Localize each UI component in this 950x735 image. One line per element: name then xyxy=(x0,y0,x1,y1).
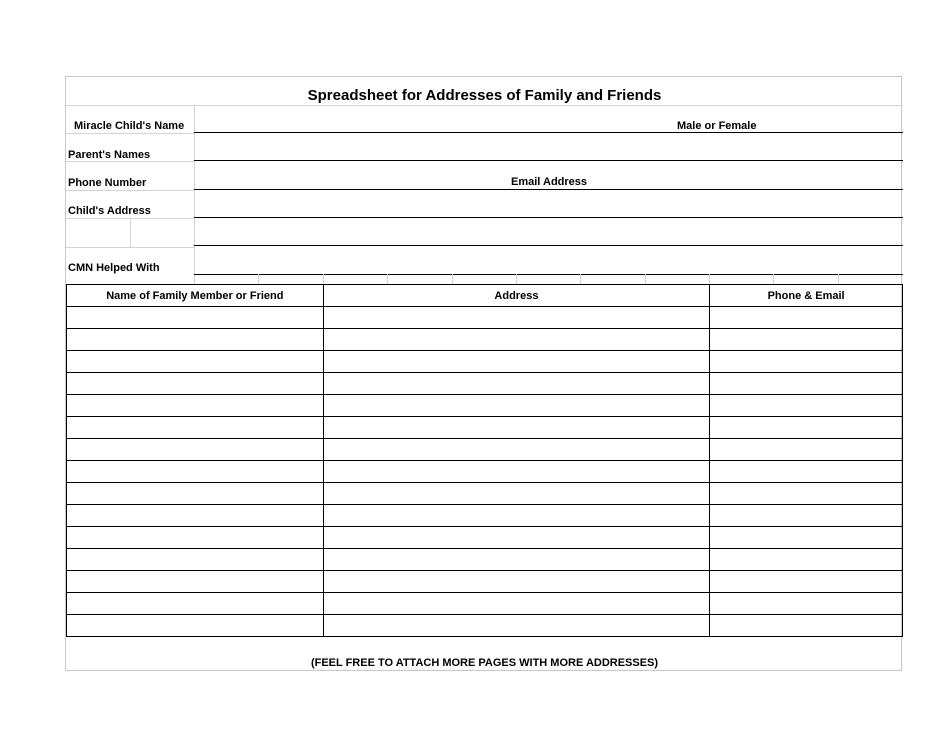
address-cell[interactable] xyxy=(323,395,710,417)
address-cell[interactable] xyxy=(323,593,710,615)
address-cell[interactable] xyxy=(323,373,710,395)
name-cell[interactable] xyxy=(67,439,324,461)
divider xyxy=(387,274,388,284)
address-field-line-2[interactable] xyxy=(194,245,903,246)
name-cell[interactable] xyxy=(67,615,324,637)
divider xyxy=(66,161,194,162)
email-label: Email Address xyxy=(511,176,588,188)
phone-email-cell[interactable] xyxy=(710,615,903,637)
form-title: Spreadsheet for Addresses of Family and Friends xyxy=(307,87,662,104)
table-row xyxy=(67,373,903,395)
phone-email-cell[interactable] xyxy=(710,329,903,351)
address-cell[interactable] xyxy=(323,439,710,461)
cmn-field[interactable] xyxy=(194,274,903,275)
column-header-phone-email: Phone & Email xyxy=(710,285,903,307)
address-cell[interactable] xyxy=(323,307,710,329)
address-label: Child's Address xyxy=(68,205,151,217)
address-cell[interactable] xyxy=(323,461,710,483)
phone-email-cell[interactable] xyxy=(710,505,903,527)
contacts-table xyxy=(66,284,903,637)
parents-field[interactable] xyxy=(194,160,903,161)
gender-label: Male or Female xyxy=(677,120,757,132)
phone-email-cell[interactable] xyxy=(710,373,903,395)
divider xyxy=(323,274,324,284)
table-row xyxy=(67,307,903,329)
divider xyxy=(773,274,774,284)
address-cell[interactable] xyxy=(323,417,710,439)
address-cell[interactable] xyxy=(323,351,710,373)
address-cell[interactable] xyxy=(323,329,710,351)
divider xyxy=(66,133,194,134)
address-cell[interactable] xyxy=(323,483,710,505)
address-cell[interactable] xyxy=(323,571,710,593)
name-cell[interactable] xyxy=(67,417,324,439)
phone-label: Phone Number xyxy=(68,177,147,189)
name-cell[interactable] xyxy=(67,593,324,615)
name-cell[interactable] xyxy=(67,505,324,527)
table-row xyxy=(67,351,903,373)
phone-email-cell[interactable] xyxy=(710,351,903,373)
phone-email-cell[interactable] xyxy=(710,483,903,505)
column-header-name: Name of Family Member or Friend xyxy=(67,285,324,307)
phone-email-cell[interactable] xyxy=(710,461,903,483)
table-row xyxy=(67,505,903,527)
name-cell[interactable] xyxy=(67,527,324,549)
phone-email-cell[interactable] xyxy=(710,549,903,571)
table-row xyxy=(67,395,903,417)
column-header-address: Address xyxy=(323,285,710,307)
name-cell[interactable] xyxy=(67,571,324,593)
form-sheet xyxy=(65,76,902,671)
table-row xyxy=(67,571,903,593)
name-cell[interactable] xyxy=(67,351,324,373)
phone-email-cell[interactable] xyxy=(710,527,903,549)
divider xyxy=(452,274,453,284)
table-row xyxy=(67,549,903,571)
phone-email-cell[interactable] xyxy=(710,439,903,461)
divider xyxy=(258,274,259,284)
divider xyxy=(130,218,131,247)
cmn-label: CMN Helped With xyxy=(68,262,160,274)
phone-email-cell[interactable] xyxy=(710,571,903,593)
table-row xyxy=(67,329,903,351)
name-cell[interactable] xyxy=(67,395,324,417)
name-cell[interactable] xyxy=(67,373,324,395)
divider xyxy=(645,274,646,284)
table-row xyxy=(67,439,903,461)
table-row xyxy=(67,483,903,505)
divider xyxy=(66,105,903,106)
child-name-field[interactable] xyxy=(194,132,903,133)
name-cell[interactable] xyxy=(67,483,324,505)
divider xyxy=(516,274,517,284)
table-row xyxy=(67,593,903,615)
phone-email-cell[interactable] xyxy=(710,307,903,329)
address-cell[interactable] xyxy=(323,505,710,527)
divider xyxy=(66,190,194,191)
address-field-line-1[interactable] xyxy=(194,217,903,218)
address-cell[interactable] xyxy=(323,549,710,571)
divider xyxy=(66,218,194,219)
table-row xyxy=(67,527,903,549)
phone-email-cell[interactable] xyxy=(710,593,903,615)
name-cell[interactable] xyxy=(67,329,324,351)
phone-email-cell[interactable] xyxy=(710,395,903,417)
child-name-label: Miracle Child's Name xyxy=(74,120,185,132)
divider xyxy=(66,247,194,248)
table-row xyxy=(67,417,903,439)
table-row xyxy=(67,615,903,637)
name-cell[interactable] xyxy=(67,307,324,329)
address-cell[interactable] xyxy=(323,527,710,549)
divider xyxy=(580,274,581,284)
divider xyxy=(838,274,839,284)
divider xyxy=(709,274,710,284)
table-row xyxy=(67,461,903,483)
name-cell[interactable] xyxy=(67,461,324,483)
name-cell[interactable] xyxy=(67,549,324,571)
phone-email-cell[interactable] xyxy=(710,417,903,439)
phone-email-field[interactable] xyxy=(194,189,903,190)
table-header-row xyxy=(67,285,903,307)
parents-label: Parent's Names xyxy=(68,149,151,161)
address-cell[interactable] xyxy=(323,615,710,637)
footer-note: (FEEL FREE TO ATTACH MORE PAGES WITH MORE ADDRESSES) xyxy=(310,657,659,669)
